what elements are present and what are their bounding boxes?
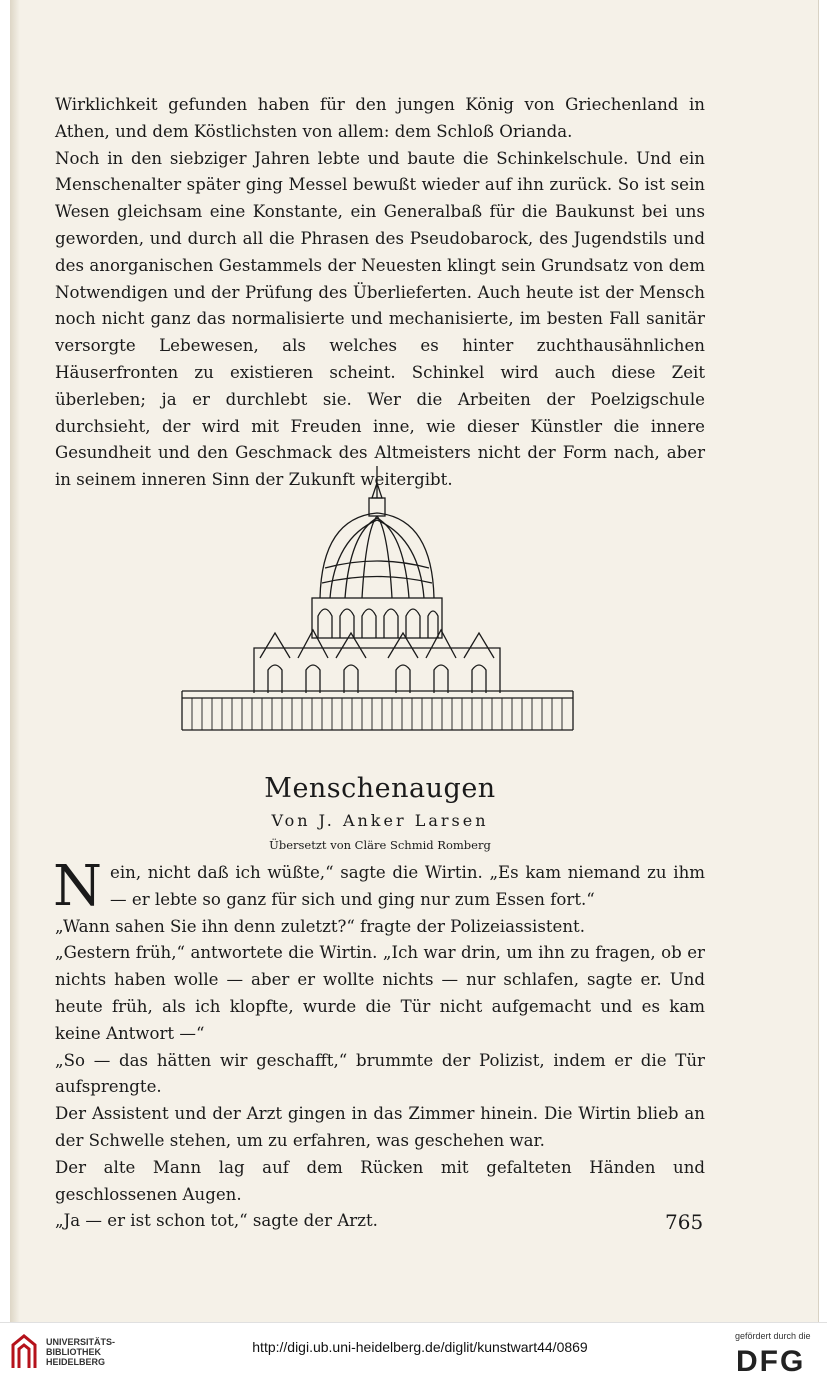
dfg-logo: DFG: [736, 1345, 806, 1378]
story-title: Menschenaugen: [264, 773, 496, 804]
story-byline: Von J. Anker Larsen: [271, 811, 489, 830]
drop-cap: N: [53, 854, 102, 919]
permalink-url[interactable]: http://digi.ub.uni-heidelberg.de/diglit/kunstwart44/0869: [252, 1339, 588, 1355]
paragraph: „Gestern früh,“ antwortete die Wirtin. „Ich war drin, um ihn zu fragen, ob er nichts haben wolle — aber er wollte nichts — nur schlafen, sagte er. Und heute früh, als ich klopfte, wurde die Tür nicht aufgemacht und es kam keine Antwort —“: [55, 943, 705, 1043]
paragraph: Noch in den siebziger Jahren lebte und baute die Schinkelschule. Und ein Menschenalter später ging Messel bewußt wieder auf ihn zurück. So ist sein Wesen gleichsam eine Konstante, ein Generalbaß für die Baukunst bei uns geworden, und durch all die Phrasen des Pseudobarock, des Jugendstils und des anorganischen Gestammels der Neuesten klingt sein Grundsatz von dem Notwendigen und der Prüfung des Überlieferten. Auch heute ist der Mensch noch nicht ganz das normalisierte und mechanisierte, im besten Fall sanitär versorgte Lebewesen, als welches es hinter zuchthausähnlichen Häuserfronten zu existieren scheint. Schinkel wird auch diese Zeit überleben; ja er durchlebt sie. Wer die Arbeiten der Poelzigschule durchsieht, der wird mit Freuden inne, wie dieser Künstler die innere Gesundheit und den Geschmack des Altmeisters nicht der Form nach, aber in seinem inneren Sinn der Zukunft weitergibt.: [55, 148, 705, 490]
library-name-line: UNIVERSITÄTS-: [46, 1337, 116, 1347]
paragraph: [53, 854, 705, 919]
university-library-logo-icon: [10, 1333, 38, 1371]
paragraph: „Ja — er ist schon tot,“ sagte der Arzt.: [55, 1211, 378, 1231]
translator-credit: Übersetzt von Cläre Schmid Romberg: [269, 838, 491, 852]
library-name: [46, 1337, 115, 1367]
story-body: [53, 854, 705, 1235]
library-name-line: BIBLIOTHEK: [46, 1347, 101, 1357]
domed-building-illustration: [180, 458, 575, 743]
paragraph: „Wann sahen Sie ihn denn zuletzt?“ fragte der Polizeiassistent.: [55, 916, 585, 936]
paragraph: Der Assistent und der Arzt gingen in das Zimmer hinein. Die Wirtin blieb an der Schwelle stehen, um zu erfahren, was geschehen war.: [55, 1104, 705, 1150]
page-edge-shadow: [10, 0, 20, 1322]
article-continuation: [55, 92, 705, 494]
sponsor-text: gefördert durch die: [735, 1331, 811, 1341]
paragraph-text: ein, nicht daß ich wüßte,“ sagte die Wirtin. „Es kam niemand zu ihm — er lebte so ganz für sich und ging nur zum Essen fort.“: [110, 863, 705, 909]
library-name-line: HEIDELBERG: [46, 1357, 106, 1367]
scanned-page: [10, 0, 819, 1322]
paragraph: Wirklichkeit gefunden haben für den jungen König von Griechenland in Athen, und dem Köstlichsten von allem: dem Schloß Orianda.: [55, 95, 705, 141]
paragraph: „So — das hätten wir geschafft,“ brummte der Polizist, indem er die Tür aufsprengte.: [55, 1050, 705, 1097]
paragraph: Der alte Mann lag auf dem Rücken mit gefalteten Händen und geschlossenen Augen.: [55, 1157, 705, 1204]
viewer-footer: [0, 1322, 827, 1383]
page-number: 765: [665, 1210, 704, 1234]
